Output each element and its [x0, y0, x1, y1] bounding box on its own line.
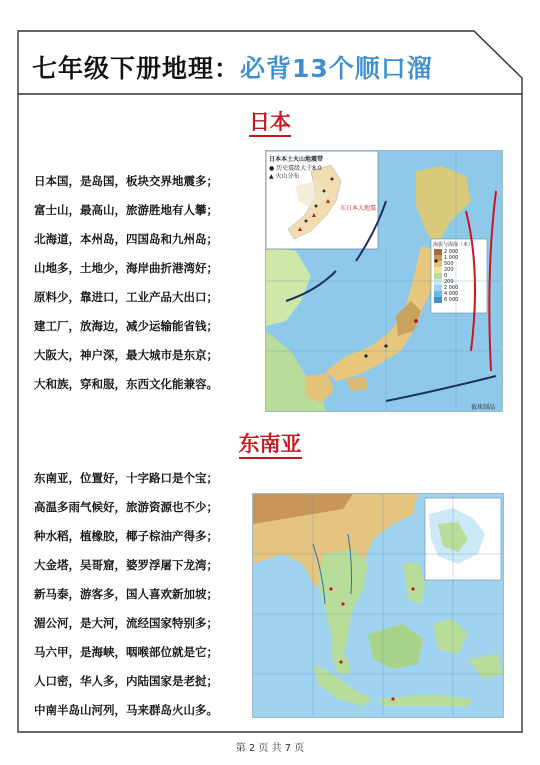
legend-value: 6 000	[444, 297, 459, 303]
southeast-asia-map-graphic	[253, 494, 504, 718]
title-accent: 必背13个顺口溜	[240, 54, 433, 83]
legend-value: 500	[444, 261, 454, 267]
page-header	[18, 40, 488, 94]
inset-note: 东日本大地震	[340, 205, 377, 212]
rhyme-line: 人口密，华人多，内陆国家是老挝；	[34, 674, 218, 688]
japan-map	[265, 150, 503, 412]
section-title-japan: 日本	[215, 106, 325, 136]
rhyme-line: 富士山，最高山，旅游胜地有人攀；	[34, 203, 218, 217]
rhyme-line: 日本国，是岛国，板块交界地震多；	[34, 174, 218, 188]
legend-value: 200	[444, 267, 454, 273]
legend-value: 2 000	[444, 249, 459, 255]
japan-map-graphic	[266, 151, 503, 412]
legend-value: 0	[444, 273, 448, 279]
rhyme-line: 种水稻，植橡胶，椰子棕油产得多；	[34, 529, 218, 543]
rhyme-line: 北海道，本州岛，四国岛和九州岛；	[34, 232, 218, 246]
inset-title: 日本本土火山地震带	[269, 156, 324, 163]
legend-value: 1 000	[444, 255, 459, 261]
legend-title: 海拔与海深（米）	[433, 242, 474, 248]
rhyme-line: 高温多雨气候好，旅游资源也不少；	[34, 500, 218, 514]
japan-rhyme	[34, 167, 218, 399]
section-title-southeast-asia: 东南亚	[215, 428, 325, 458]
rhyme-line: 东南亚，位置好，十字路口是个宝；	[34, 471, 218, 485]
legend-value: 2 000	[444, 285, 459, 291]
rhyme-line: 大金塔，吴哥窟，婆罗浮屠下龙湾；	[34, 558, 218, 572]
rhyme-line: 大和族，穿和服，东西文化能兼容。	[34, 377, 218, 391]
southeast-asia-rhyme	[34, 464, 218, 725]
inset-legend-quake: ● 历史震级大于8.0	[269, 165, 322, 172]
rhyme-line: 马六甲，是海峡，咽喉部位就是它；	[34, 645, 218, 659]
rhyme-line: 建工厂，放海边，减少运输能省钱；	[34, 319, 218, 333]
rhyme-line: 山地多，土地少，海岸曲折港湾好；	[34, 261, 218, 275]
rhyme-line: 大阪大，神户深，最大城市是东京；	[34, 348, 218, 362]
southeast-asia-map	[252, 493, 504, 718]
page-footer: 第 2 页 共 7 页	[235, 743, 305, 754]
rhyme-line: 新马泰，游客多，国人喜欢新加坡；	[34, 587, 218, 601]
map-watermark: 彼球制品	[471, 404, 496, 411]
rhyme-line: 中南半岛山河列，马来群岛火山多。	[34, 703, 218, 717]
legend-value: 200	[444, 279, 454, 285]
legend-value: 4 000	[444, 291, 459, 297]
title-main: 七年级下册地理：	[32, 54, 241, 83]
rhyme-line: 湄公河，是大河，流经国家特别多；	[34, 616, 218, 630]
inset-legend-volcano: ▲ 火山分布	[269, 173, 300, 180]
rhyme-line: 原料少，靠进口，工业产品大出口；	[34, 290, 218, 304]
